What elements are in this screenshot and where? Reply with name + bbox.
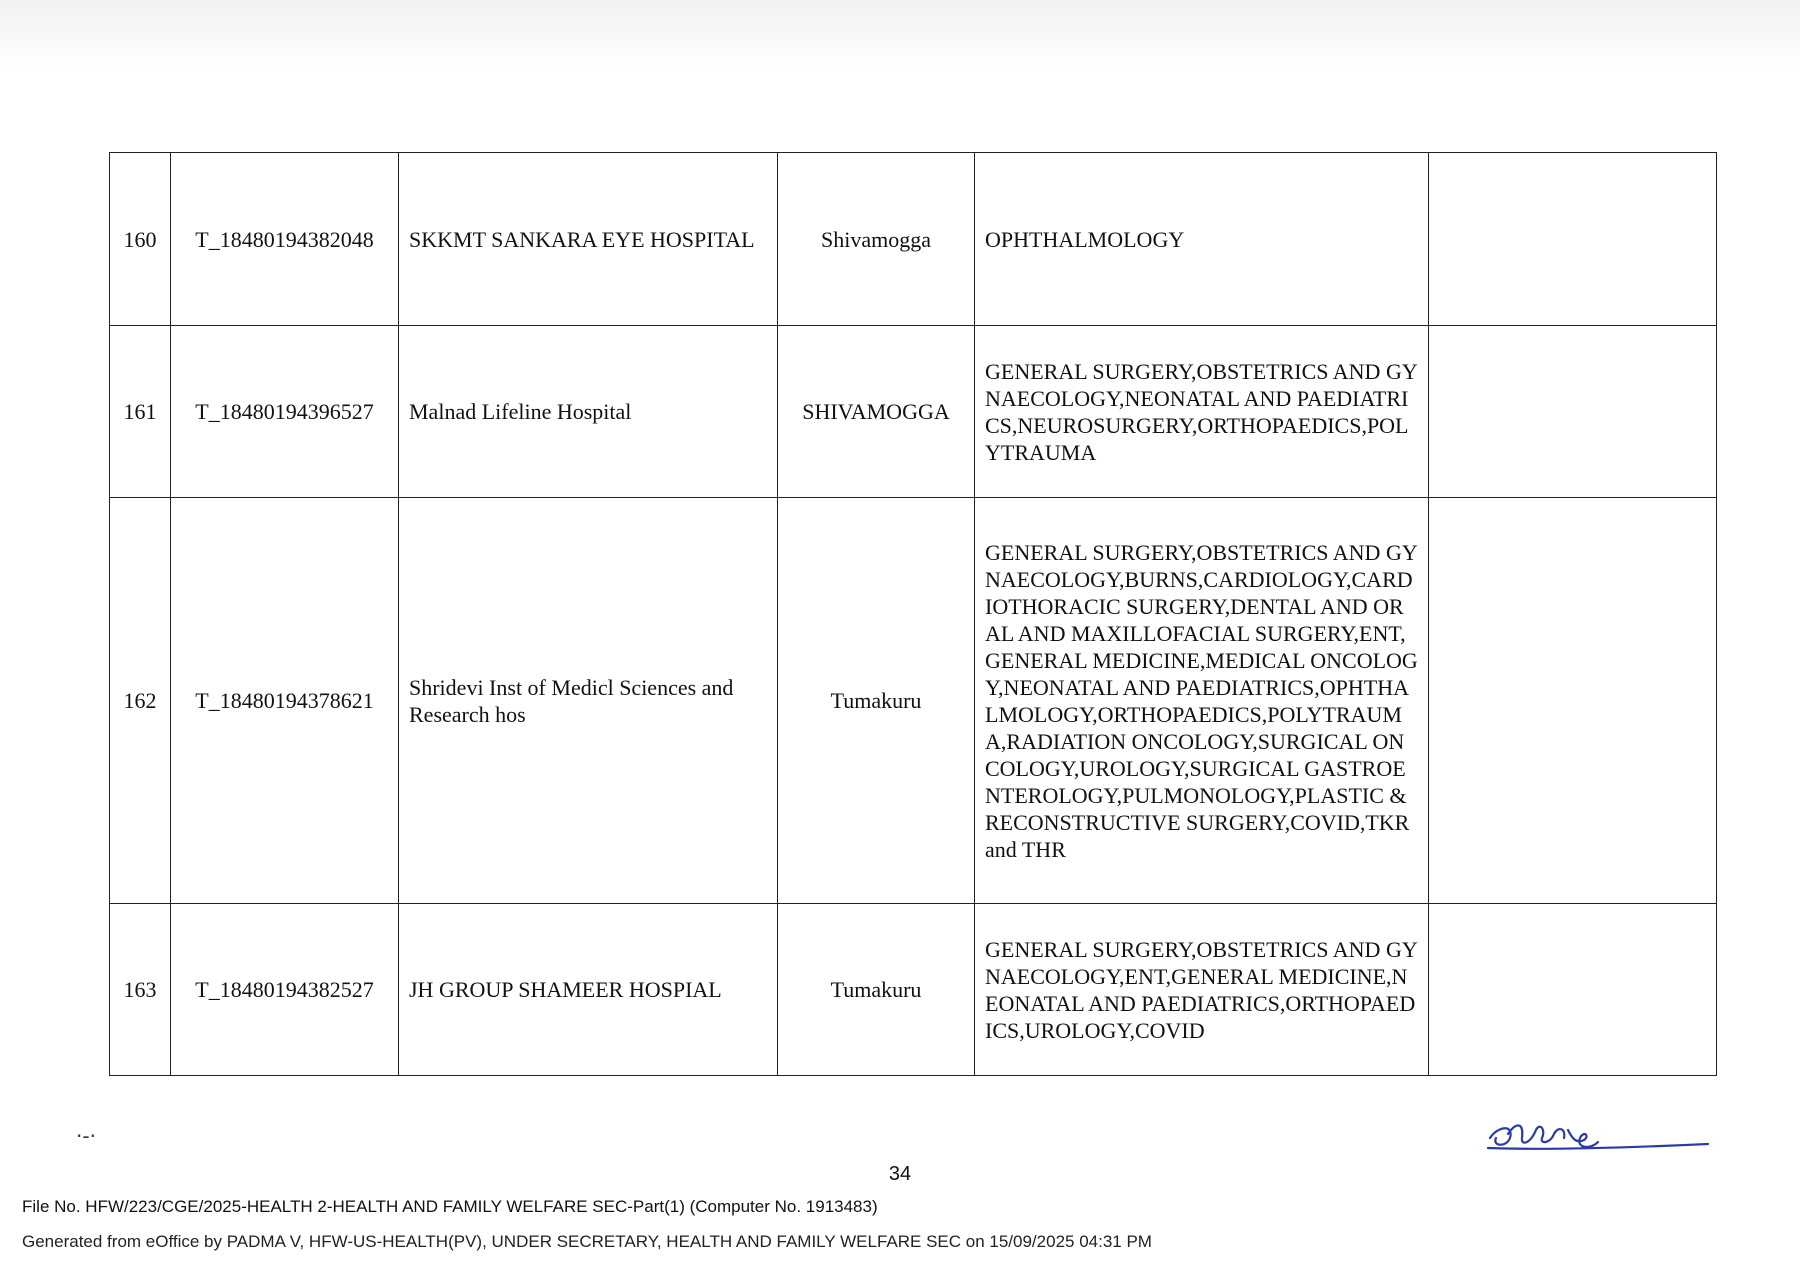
specialities-cell: GENERAL SURGERY,OBSTETRICS AND GYNAECOLOGY,ENT,GENERAL MEDICINE,NEONATAL AND PAEDIATRICS,ORTHOPAEDICS,UROLOGY,COVID — [975, 904, 1429, 1076]
hospital-name-cell: JH GROUP SHAMEER HOSPIAL — [399, 904, 778, 1076]
specialities-cell: GENERAL SURGERY,OBSTETRICS AND GYNAECOLOGY,BURNS,CARDIOLOGY,CARDIOTHORACIC SURGERY,DENTAL AND ORAL AND MAXILLOFACIAL SURGERY,ENT,GENERAL MEDICINE,MEDICAL ONCOLOGY,NEONATAL AND PAEDIATRICS,OPHTHALMOLOGY,ORTHOPAEDICS,POLYTRAUMA,RADIATION ONCOLOGY,SURGICAL ONCOLOGY,UROLOGY,SURGICAL GASTROENTEROLOGY,PULMONOLOGY,PLASTIC & RECONSTRUCTIVE SURGERY,COVID,TKR and THR — [975, 498, 1429, 904]
hospital-name-cell: Malnad Lifeline Hospital — [399, 326, 778, 498]
remarks-cell — [1429, 904, 1717, 1076]
page-number: 34 — [888, 1163, 912, 1185]
page-top-shade — [0, 0, 1800, 70]
district-cell: Shivamogga — [778, 153, 975, 326]
remarks-cell — [1429, 498, 1717, 904]
hospital-id-cell: T_18480194382048 — [171, 153, 399, 326]
serial-number-cell: 163 — [110, 904, 171, 1076]
specialities-cell: OPHTHALMOLOGY — [975, 153, 1429, 326]
table-row — [110, 498, 1717, 904]
file-reference: File No. HFW/223/CGE/2025-HEALTH 2-HEALTH AND FAMILY WELFARE SEC-Part(1) (Computer No. 1913483) — [22, 1197, 878, 1216]
hospital-id-cell: T_18480194378621 — [171, 498, 399, 904]
district-cell: Tumakuru — [778, 498, 975, 904]
serial-number-cell: 161 — [110, 326, 171, 498]
serial-number-cell: 160 — [110, 153, 171, 326]
serial-number-cell: 162 — [110, 498, 171, 904]
stray-ink-mark: ·-· — [76, 1124, 96, 1148]
hospital-id-cell: T_18480194396527 — [171, 326, 399, 498]
hospital-name-cell: SKKMT SANKARA EYE HOSPITAL — [399, 153, 778, 326]
hospital-id-cell: T_18480194382527 — [171, 904, 399, 1076]
table-row — [110, 326, 1717, 498]
table-row — [110, 904, 1717, 1076]
specialities-cell: GENERAL SURGERY,OBSTETRICS AND GYNAECOLOGY,NEONATAL AND PAEDIATRICS,NEUROSURGERY,ORTHOPAEDICS,POLYTRAUMA — [975, 326, 1429, 498]
hospital-table — [109, 152, 1717, 1076]
district-cell: Tumakuru — [778, 904, 975, 1076]
generated-by-line: Generated from eOffice by PADMA V, HFW-US-HEALTH(PV), UNDER SECRETARY, HEALTH AND FAMILY WELFARE SEC on 15/09/2025 04:31 PM — [22, 1232, 1152, 1251]
district-cell: SHIVAMOGGA — [778, 326, 975, 498]
remarks-cell — [1429, 153, 1717, 326]
table-row — [110, 153, 1717, 326]
remarks-cell — [1429, 326, 1717, 498]
hospital-name-cell: Shridevi Inst of Medicl Sciences and Research hos — [399, 498, 778, 904]
signature-image — [1480, 1108, 1715, 1163]
